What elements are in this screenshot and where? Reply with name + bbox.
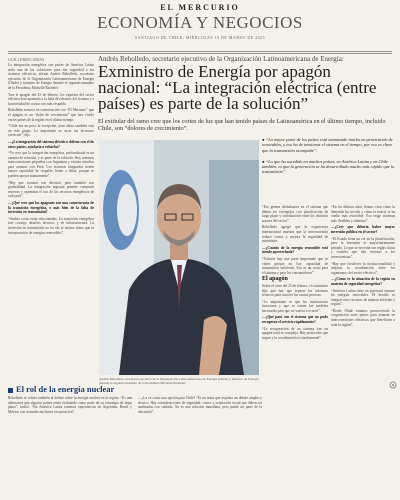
question: —¿Qué cree que los apagones son una consecuencia de la transición energética, o más bien de la falta de inversión en transmisión? [8, 201, 94, 215]
article-column-4 [331, 205, 395, 495]
paragraph: “Hay que fortalecer la institucionalidad y mejorar la coordinación entre los organismos del sector eléctrico”. [331, 261, 395, 275]
paragraph: “Eso genera desbalances en el sistema que deben ser corregidos con planificación de largo plazo y coordinación entre los distintos actores del sector”. [262, 205, 328, 223]
headline: Exministro de Energía por apagón nacional: “La integración eléctrica (entre países) es parte de la solución” [98, 62, 377, 113]
paragraph: “La recuperación de un sistema tras un apagón total es compleja. Hay protocolos que seguir y la coordinación es fundamental”. [262, 326, 328, 340]
paragraph: Rebolledo agregó que la experiencia internacional muestra que la interconexión reduce costos y mejora la seguridad de suministro. [262, 225, 328, 244]
photo-caption: Andrés Rebolledo, secretario ejecutivo de la Organización Latinoamericana de Energía (Olade) y ministro de Energía durante el segundo mandato de la Presidenta Michelle Bachelet. [99, 377, 259, 386]
portrait-photo [99, 140, 259, 375]
deck: El extitular del ramo cree que los cortes de luz que han tenido países de Latinoamérica en el último tiempo, incluido Chile, son “dolores de crecimiento”. [98, 118, 386, 132]
paragraph: “En los últimos años, hemos visto cómo la demanda ha crecido y cómo la matriz se ha vuelto más renovable. Eso exige sistemas más flexibles y robustos”. [331, 205, 395, 223]
paragraph: Rebolledo sostuvo en conversación con “El Mercurio” que el apagón es un “dolor de crecimiento” que han vivido varios países de la región en el último tiempo. [8, 108, 94, 122]
portrait-illustration [99, 140, 259, 375]
gear-icon [389, 376, 397, 384]
sidebar-box [8, 384, 266, 414]
section-title: ECONOMÍA Y NEGOCIOS [97, 13, 303, 32]
paragraph: “Hay que avanzar con decisión, pero también con gradualidad. La integración regional permite compartir reservas y optimizar el uso de los recursos energéticos de cada país”. [8, 180, 94, 199]
masthead [0, 0, 400, 40]
question: —¿La integración del sistema eléctrico chileno con el de otros países, ayudaría a evitarlos? [8, 139, 94, 149]
sidebar-column-1: Rebolledo se refirió también al debate sobre la energía nuclear en la región. “Es una alternativa que algunos países están evaluando como parte de su estrategia de largo plazo”, indicó. “En América Latina tenemos experiencias en Argentina, Brasil y México con centrales nucleares en operación”. [8, 396, 132, 414]
pull-quote: “La mayor parte de los países está avanzando mucho en penetración de renovables, y eso ha de tensionar el sistema en el tiempo, por eso es clave que la transmisión acompañe”. [262, 137, 393, 153]
article-column-3 [262, 205, 328, 495]
paragraph: La integración energética con países de América Latina sería una de las soluciones para dar seguridad a los sistemas eléctricos, afirmó Andrés Rebolledo, secretario ejecutivo de la Organización Latinoamericana de Energía (Olade) y ministro de Energía durante el segundo mandato de la Presidenta Michelle Bachelet. [8, 63, 94, 90]
newspaper-name: EL MERCURIO [160, 3, 240, 12]
paragraph: “Chile era un poco la excepción, pero ahora también está en este grupo. Lo importante es sacar las lecciones correctas”, dijo. [8, 124, 94, 138]
question: —¿Cómo ve la situación de la región en materia de seguridad energética? [331, 277, 395, 286]
subheading: El apagón [262, 276, 288, 283]
dateline: SANTIAGO DE CHILE, MIÉRCOLES 19 DE MARZO DE 2025 [134, 35, 266, 40]
paragraph: “El Estado tiene un rol en la planificación, pero la inversión es mayoritariamente privada. Lo que se necesita son reglas claras y estables que den certezas a los inversionistas”. [331, 236, 395, 259]
paragraph: “América Latina tiene un potencial enorme en energías renovables. El desafío es integrar esos recursos de manera eficiente y segura”. [331, 288, 395, 307]
question: —¿Cuánto de la energía renovable está siendo aprovechada? [262, 245, 328, 255]
question: —¿Cree que debería haber mayor inversión pública en el sector? [331, 225, 395, 234]
paragraph: “Todavía hay una parte importante que se vierte porque no hay capacidad de transmisión suficiente. Eso es un costo para el sistema y para los consumidores”. [262, 256, 328, 275]
pull-quotes: ● “La mayor parte de los países está avanzando mucho en penetración de renovables, y eso ha de tensionar el sistema en el tiempo, por eso es clave que la transmisión acompañe”. ● “Lo que ha sucedido en muchos países, en América Latina y en Chile también, es que la generación se ha desarrollado mucho más rápido que la transmisión”. [262, 137, 395, 175]
paragraph: “Lo importante es que las instituciones funcionen y que se tomen las medidas necesarias para que no vuelva a ocurrir”. [262, 299, 328, 313]
kicker: Andrés Rebolledo, secretario ejecutivo de la Organización Latinoamericana de Energía: [98, 55, 344, 63]
paragraph: Sobre el corte del 25 de febrero, el exministro dijo que hay que esperar los informes técnicos para conocer las causas precisas. [262, 283, 328, 298]
question: —¿Qué pasó con el sistema que no pudo recuperar el servicio rápidamente? [262, 315, 328, 325]
paragraph: “Ambas cosas están relacionadas. La transición energética trae consigo desafíos técnicos y de infraestructura. La inversión en transmisión no ha ido al mismo ritmo que la incorporación de energías renovables”. [8, 216, 94, 235]
pull-quote: “Lo que ha sucedido en muchos países, en América Latina y en Chile también, es que la generación se ha desarrollado mucho más rápido que la transmisión”. [262, 158, 395, 175]
paragraph: “Yo creo que la integración energética, profundizada es un camino de solución, y es parte de la solución. Hoy tenemos interconexiones pequeñas con Argentina y existen estudios para avanzar con Perú. Los sistemas integrados tienen mayor capacidad de respaldo frente a fallas, porque se pueden apoyar mutuamente”. [8, 151, 94, 179]
paragraph: “Desde Olade estamos promoviendo la cooperación entre países para avanzar en interconexiones eléctricas que beneficien a toda la región”. [331, 308, 395, 327]
sidebar-column-2: —¿La ve como una opción para Chile? “Es un tema que requiere un debate amplio y técnico. Hay consideraciones de seguridad, costos y aceptación social que deben ser analizadas con cuidado. No es una solución inmediata, pero puede ser parte de la discusión”. [138, 396, 262, 414]
square-bullet-icon [8, 388, 13, 393]
paragraph: Tras el apagón del 25 de febrero, los expertos del sector eléctrico han apuntado a la falta de robustez del sistema y a la necesidad de contar con más respaldo. [8, 92, 94, 106]
sidebar-title: El rol de la energía nuclear [8, 384, 266, 394]
article-column-1 [8, 63, 94, 381]
masthead-rule [8, 51, 392, 52]
byline: GUILLERMO ARIAS [8, 57, 45, 62]
masthead-rule-2 [8, 53, 392, 54]
